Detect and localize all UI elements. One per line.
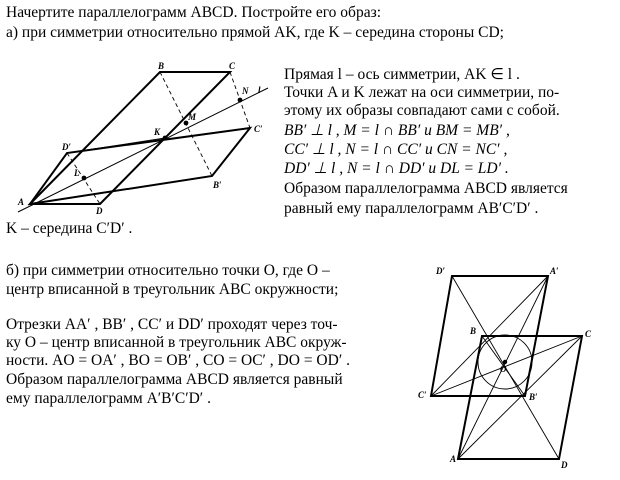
part-a-line: BB′ ⊥ l , M = l ∩ BB′ и BM = MB′ , [284, 122, 510, 139]
part-b-line: ему параллелограмм A′B′C′D′ . [6, 390, 211, 407]
label-C: C [585, 329, 592, 339]
part-a-line: Образом параллелограмма ABCD является [284, 180, 568, 197]
label-C-prime: C′ [254, 124, 263, 134]
part-b-line: Отрезки AA′ , BB′ , CC′ и DD′ проходят через точ- [6, 316, 338, 333]
part-a-footnote: K – середина C′D′ . [6, 220, 133, 237]
label-K: K [154, 127, 161, 137]
label-C: C [229, 61, 236, 71]
label-A-prime: A′ [550, 266, 559, 276]
label-D-prime: D′ [62, 142, 72, 152]
label-O: O [500, 364, 507, 374]
label-B-prime: B′ [213, 180, 222, 190]
task-line-2: а) при симметрии относительно прямой AK, где K – середина стороны CD; [6, 24, 504, 41]
part-b-line: Образом параллелограмма ABCD является равный [6, 371, 343, 388]
part-a-line: CC′ ⊥ l , N = l ∩ CC′ и CN = NC′ , [284, 141, 508, 158]
label-C-prime: C′ [418, 390, 427, 400]
label-B-prime: B′ [529, 392, 538, 402]
part-b-line: ности. AO = OA′ , BO = OB′ , CO = OC′ , DO = OD′ . [6, 352, 350, 369]
task-line-1: Начертите параллелограмм ABCD. Постройте его образ: [6, 4, 382, 21]
part-a-line: DD′ ⊥ l , N = l ∩ DD′ и DL = LD′ . [284, 160, 509, 177]
label-N: N [242, 86, 249, 96]
label-M: M [188, 112, 197, 122]
label-A: A [450, 454, 457, 464]
label-B: B [470, 326, 477, 336]
label-l: l [258, 85, 261, 95]
label-B: B [158, 61, 165, 71]
segment-CC' [431, 336, 582, 396]
label-D: D [96, 206, 103, 216]
label-A: A [18, 197, 25, 207]
label-L: L [74, 168, 80, 178]
label-D: D [561, 460, 568, 470]
part-b-line: ку O – центр вписанной в треугольник ABC окруж- [6, 334, 347, 351]
label-D-prime: D′ [436, 266, 446, 276]
part-b-heading: центр вписанной в треугольник ABC окружности; [6, 281, 339, 298]
part-a-line: Прямая l – ось симметрии, AK ∈ l . [284, 66, 520, 83]
part-a-line: равный ему параллелограмм AB′C′D′ . [284, 200, 539, 217]
part-a-line: Точки A и K лежат на оси симметрии, по- [284, 84, 560, 101]
part-b-heading: б) при симметрии относительно точки O, где O – [6, 262, 330, 279]
part-a-line: этому их образы совпадают сами с собой. [284, 102, 560, 119]
